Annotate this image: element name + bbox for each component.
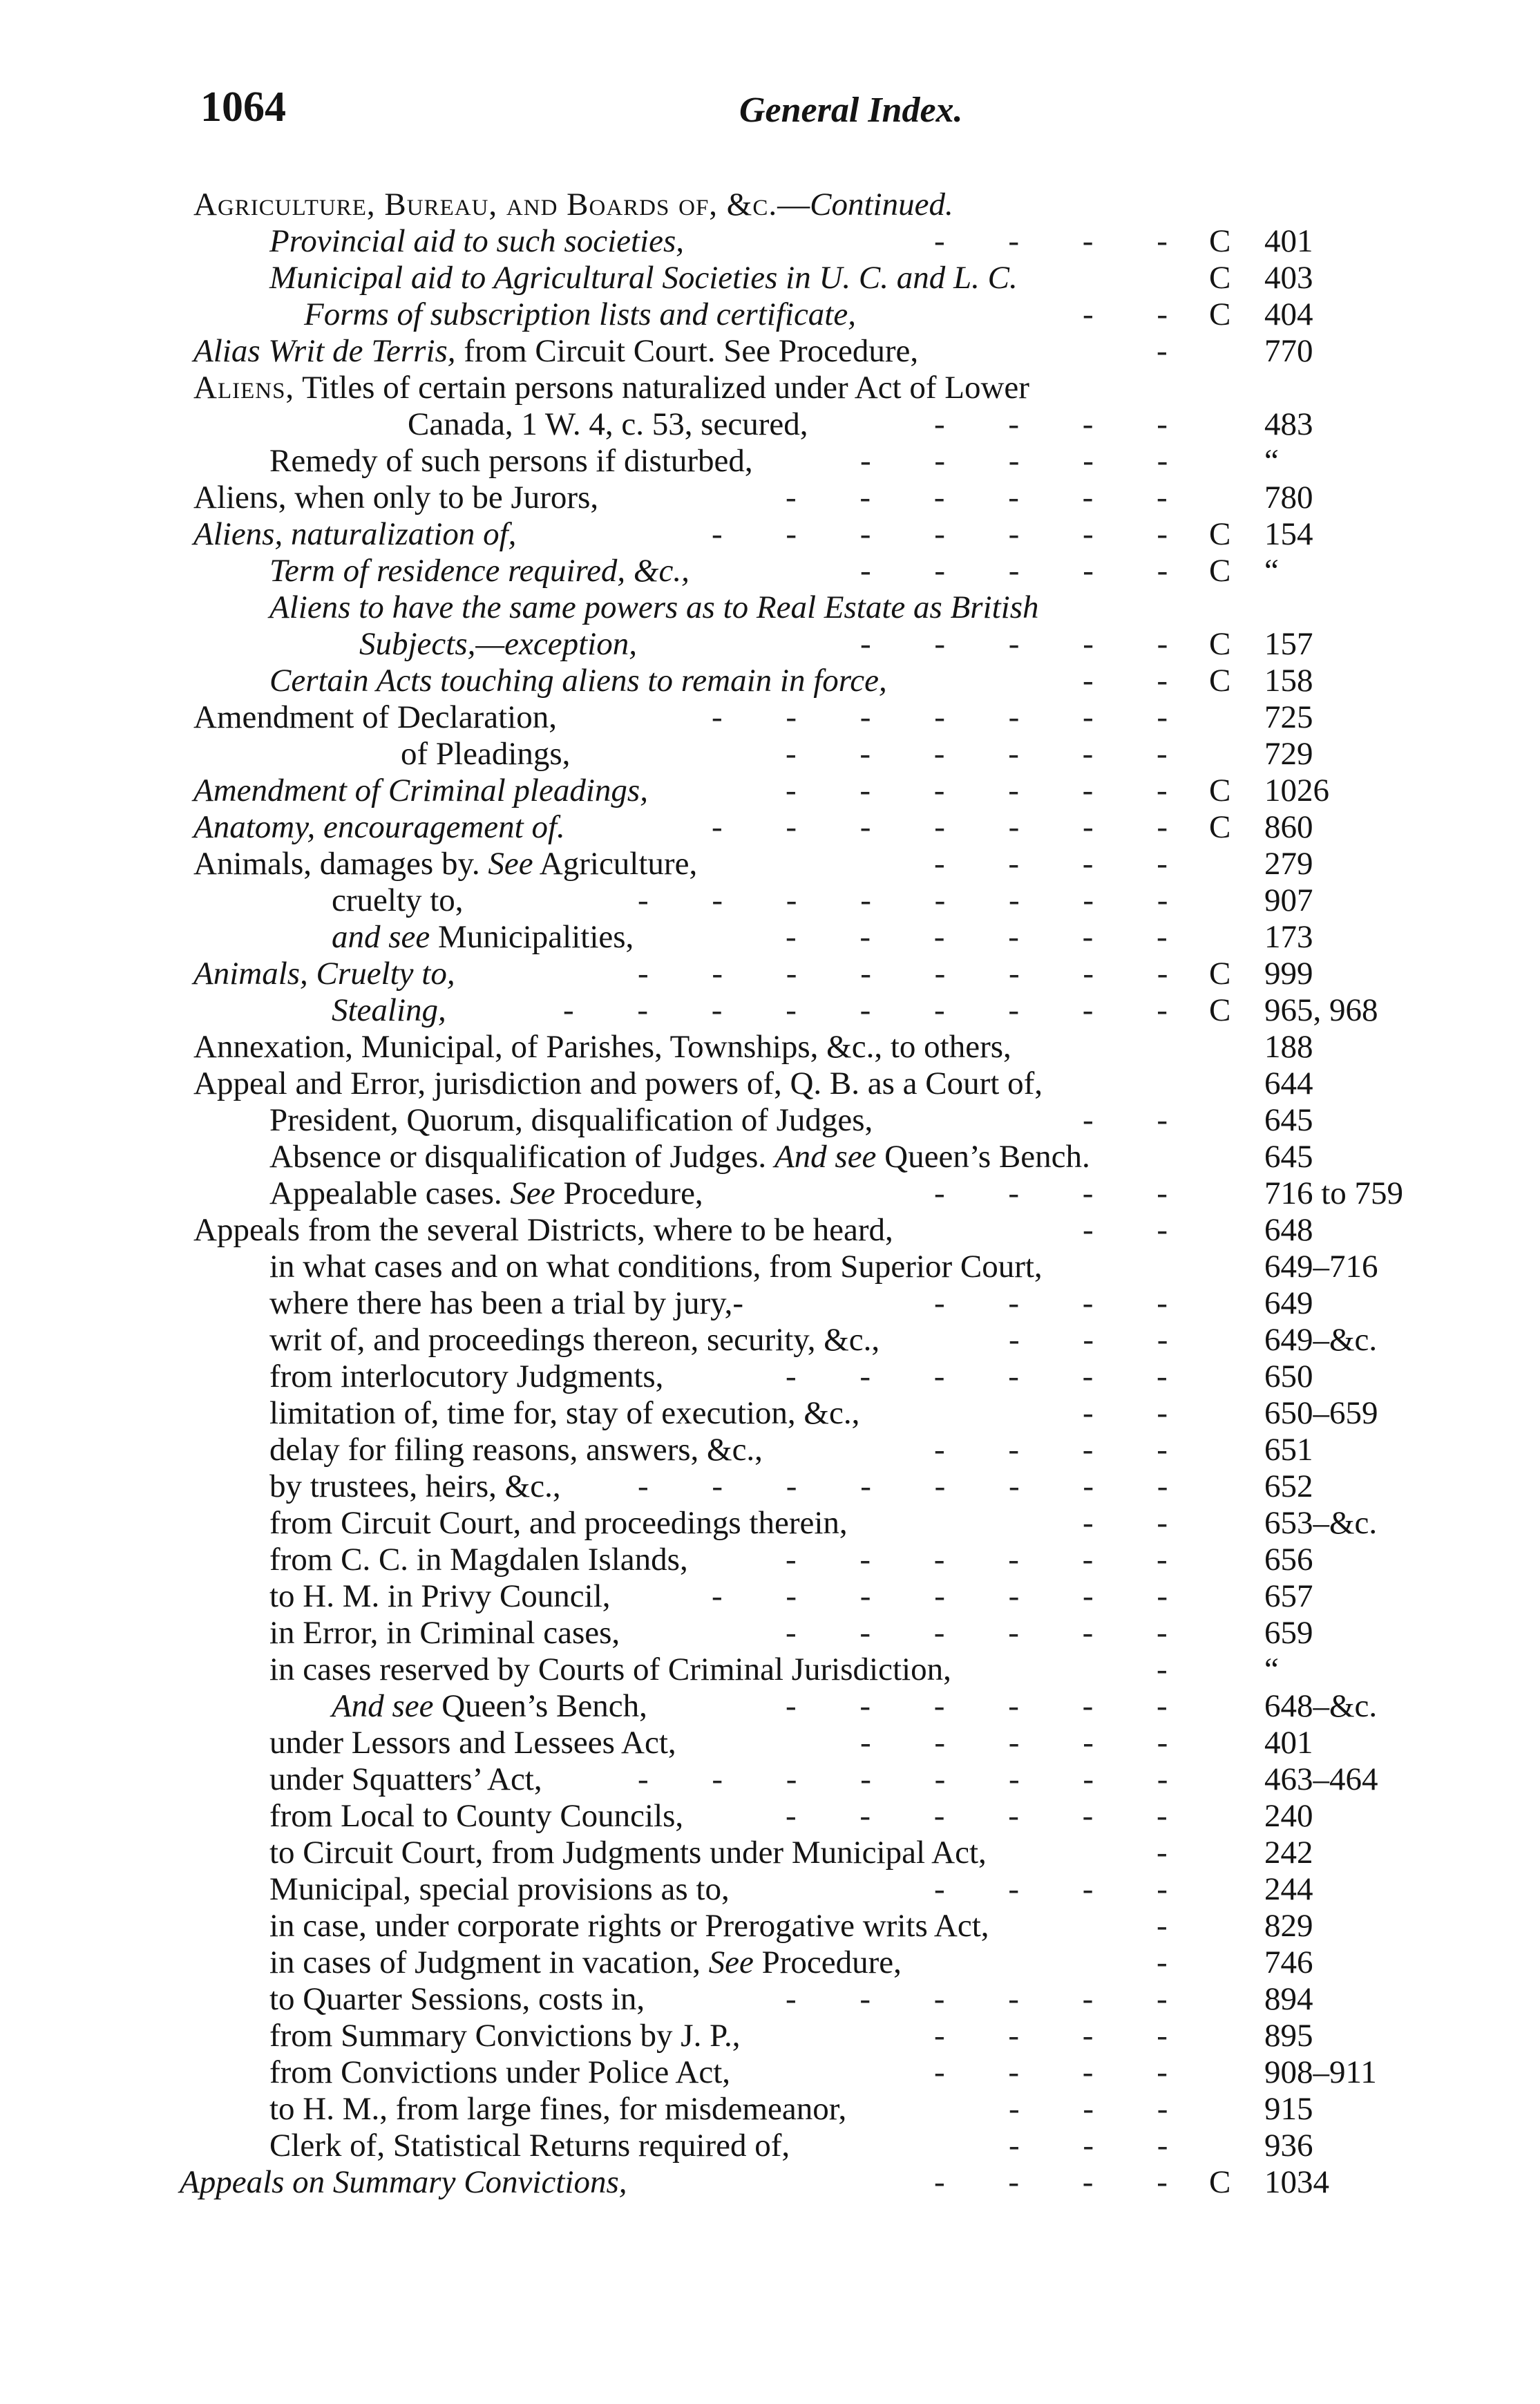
entry-text: Appeal and Error, jurisdiction and powers of, Q. B. as a Court of, (193, 1066, 1043, 1101)
leader-dashes: - - - - - - (786, 736, 1195, 772)
entry-italic: Alias Writ de Terris, (193, 333, 456, 369)
index-entry (0, 1651, 1540, 1688)
page-reference: 244 (1264, 1871, 1313, 1907)
entry-text: by trustees, heirs, &c., (269, 1468, 561, 1504)
entry-text: Alias Writ de Terris, from Circuit Court. See Procedure, (193, 333, 919, 369)
consolidated-statutes-flag: C (1209, 223, 1231, 259)
entry-text (269, 260, 1018, 296)
page-reference: 729 (1264, 736, 1313, 772)
entry-text: in Error, in Criminal cases, (269, 1615, 620, 1651)
entry-text: from Convictions under Police Act, (269, 2054, 731, 2090)
entry-text: cruelty to, (332, 882, 464, 918)
entry-text: in case, under corporate rights or Prerogative writs Act, (269, 1908, 989, 1944)
page-reference: 403 (1264, 260, 1313, 296)
leader-dashes: - - - - - - - - (638, 1468, 1196, 1504)
entry-text: delay for filing reasons, answers, &c., (269, 1432, 763, 1468)
index-entry (0, 1725, 1540, 1761)
page-reference: 895 (1264, 2018, 1313, 2054)
page-reference: 1026 (1264, 773, 1329, 808)
index-entry (0, 1835, 1540, 1871)
page-reference: 907 (1264, 882, 1313, 918)
page-reference: 154 (1264, 516, 1313, 552)
entry-italic: Appeals on Summary Convictions, (180, 2164, 627, 2200)
leader-dashes: - - - - (934, 2018, 1195, 2054)
leader-dashes: - - - (1009, 1322, 1196, 1358)
page-reference: 908–911 (1264, 2054, 1377, 2090)
page-reference: 652 (1264, 1468, 1313, 1504)
consolidated-statutes-flag: C (1209, 2164, 1231, 2200)
page-number: 1064 (200, 84, 286, 131)
index-entry (0, 1871, 1540, 1908)
index-entry (0, 809, 1540, 846)
page-reference: 649 (1264, 1285, 1313, 1321)
index-entry (0, 1212, 1540, 1249)
entry-text: from Circuit Court, and proceedings therein, (269, 1505, 848, 1541)
page-reference: 404 (1264, 296, 1313, 332)
entry-italic: Aliens, naturalization of, (193, 516, 517, 552)
index-entry (0, 1505, 1540, 1542)
leader-dashes: - (1157, 1835, 1195, 1871)
page-reference: 645 (1264, 1139, 1313, 1175)
entry-text: to Quarter Sessions, costs in, (269, 1981, 645, 2017)
leader-dashes: - - - - - - - (712, 699, 1196, 735)
index-entry (0, 187, 1540, 223)
leader-dashes: - - (1083, 1395, 1196, 1431)
page-reference: 242 (1264, 1835, 1313, 1871)
index-entry (0, 1102, 1540, 1139)
index-entry (0, 223, 1540, 260)
leader-dashes: - - - (1009, 2091, 1196, 2127)
entry-text (180, 2164, 627, 2201)
index-entry (0, 1468, 1540, 1505)
entry-text: to Circuit Court, from Judgments under Municipal Act, (269, 1835, 987, 1871)
entry-text: Appeals from the several Districts, where to be heard, (193, 1212, 893, 1248)
leader-dashes: - - - - - (860, 443, 1196, 479)
index-entry (0, 699, 1540, 736)
leader-dashes: - - - - (934, 1285, 1195, 1321)
consolidated-statutes-flag: C (1209, 626, 1231, 662)
leader-dashes: - - (1083, 1212, 1196, 1248)
index-entry (0, 1944, 1540, 1981)
page-reference: 716 to 759 (1264, 1175, 1404, 1211)
leader-dashes: - - - - (934, 1871, 1195, 1907)
index-entry (0, 2164, 1540, 2201)
page-reference: 770 (1264, 333, 1313, 369)
entry-italic: See (708, 1944, 754, 1980)
leader-dashes: - - - - - (860, 1725, 1196, 1761)
entry-text: Clerk of, Statistical Returns required of, (269, 2128, 790, 2164)
leader-dashes: - - - - (934, 1175, 1195, 1211)
entry-text: under Squatters’ Act, (269, 1761, 542, 1797)
leader-dashes: - - - - - - (786, 919, 1195, 955)
index-entry (0, 553, 1540, 589)
page-reference: 240 (1264, 1798, 1313, 1834)
index-entry (0, 1359, 1540, 1395)
leader-dashes: - - - - (934, 2054, 1195, 2090)
page-reference: 656 (1264, 1542, 1313, 1578)
entry-text (193, 956, 455, 992)
index-entry (0, 846, 1540, 882)
page-reference: 483 (1264, 406, 1313, 442)
entry-text: from Local to County Councils, (269, 1798, 684, 1834)
leader-dashes: - - - - - - (786, 1615, 1195, 1651)
leader-dashes: - - - - - - - - (638, 1761, 1196, 1797)
page-reference: 650 (1264, 1359, 1313, 1394)
entry-text (193, 809, 565, 846)
page-reference: 173 (1264, 919, 1313, 955)
page-reference: 659 (1264, 1615, 1313, 1651)
entry-text: Absence or disqualification of Judges. And see Queen’s Bench. (269, 1139, 1090, 1175)
page-reference: 780 (1264, 480, 1313, 515)
entry-italic: Provincial aid to such societies, (269, 223, 685, 259)
page-reference: 649–716 (1264, 1249, 1378, 1285)
entry-text (359, 626, 637, 663)
entry-text: Animals, damages by. See Agriculture, (193, 846, 698, 882)
consolidated-statutes-flag: C (1209, 663, 1231, 699)
index-entry (0, 1285, 1540, 1322)
page-reference: “ (1264, 553, 1279, 589)
index-entry (0, 260, 1540, 296)
entry-text: And see Queen’s Bench, (332, 1688, 647, 1724)
index-entry (0, 480, 1540, 516)
leader-dashes: - - - - - (860, 553, 1196, 589)
consolidated-statutes-flag: C (1209, 553, 1231, 589)
page-reference: 649–&c. (1264, 1322, 1378, 1358)
leader-dashes: - - - - - - (786, 1542, 1195, 1578)
leader-dashes: - (1157, 1651, 1195, 1687)
consolidated-statutes-flag: C (1209, 773, 1231, 808)
index-entry (0, 773, 1540, 809)
leader-dashes: - (1157, 1944, 1195, 1980)
entry-text: from C. C. in Magdalen Islands, (269, 1542, 688, 1578)
leader-dashes: - - - - - - (786, 1359, 1195, 1394)
entry-text: President, Quorum, disqualification of Judges, (269, 1102, 873, 1138)
entry-text (332, 992, 446, 1029)
entry-text: Agriculture, Bureau, and Boards of, &c.—Continued. (193, 187, 953, 223)
index-entry (0, 589, 1540, 626)
leader-dashes: - - - - - - (786, 1688, 1195, 1724)
index-entries (0, 187, 1540, 2201)
entry-italic: See (510, 1175, 555, 1211)
page-reference: 999 (1264, 956, 1313, 992)
index-entry (0, 1322, 1540, 1359)
entry-text: of Pleadings, (401, 736, 571, 772)
leader-dashes: - - - - - - (786, 480, 1195, 515)
index-entry (0, 1175, 1540, 1212)
leader-dashes: - - - (1009, 2128, 1196, 2164)
entry-text: to H. M., from large fines, for misdemeanor, (269, 2091, 847, 2127)
leader-dashes: - (1157, 1908, 1195, 1944)
leader-dashes: - - - - - - - - (638, 882, 1196, 918)
entry-italic: Amendment of Criminal pleadings, (193, 773, 648, 808)
index-entry (0, 919, 1540, 956)
index-entry (0, 516, 1540, 553)
index-entry (0, 1981, 1540, 2018)
entry-italic: Municipal aid to Agricultural Societies in U. C. and L. C. (269, 260, 1018, 296)
entry-text: Canada, 1 W. 4, c. 53, secured, (408, 406, 808, 442)
page-reference: 650–659 (1264, 1395, 1378, 1431)
index-entry (0, 2128, 1540, 2164)
entry-italic: and see (332, 919, 430, 955)
page-reference: 158 (1264, 663, 1313, 699)
entry-text (193, 516, 516, 553)
entry-text: Amendment of Declaration, (193, 699, 557, 735)
page-reference: 401 (1264, 223, 1313, 259)
consolidated-statutes-flag: C (1209, 956, 1231, 992)
consolidated-statutes-flag: C (1209, 260, 1231, 296)
leader-dashes: - - - - - - - (712, 516, 1196, 552)
leader-dashes: - - - - - - - - - (563, 992, 1195, 1028)
entry-text: limitation of, time for, stay of execution, &c., (269, 1395, 860, 1431)
index-entry (0, 1578, 1540, 1615)
page-header (0, 83, 1540, 138)
page-reference: 657 (1264, 1578, 1313, 1614)
entry-italic: See (488, 846, 533, 882)
index-entry (0, 1249, 1540, 1285)
index-entry (0, 992, 1540, 1029)
entry-italic: Subjects,—exception, (359, 626, 637, 662)
page-reference: 653–&c. (1264, 1505, 1378, 1541)
leader-dashes: - - - - (934, 1432, 1195, 1468)
index-entry (0, 370, 1540, 406)
consolidated-statutes-flag: C (1209, 296, 1231, 332)
index-entry (0, 1542, 1540, 1578)
page-reference: 279 (1264, 846, 1313, 882)
index-entry (0, 1908, 1540, 1944)
leader-dashes: - - - - (934, 2164, 1195, 2200)
page-reference: 894 (1264, 1981, 1313, 2017)
index-entry (0, 2018, 1540, 2054)
index-entry (0, 406, 1540, 443)
entry-text: in cases of Judgment in vacation, See Procedure, (269, 1944, 902, 1980)
entry-text (269, 223, 684, 260)
index-entry (0, 1615, 1540, 1651)
entry-italic: Stealing, (332, 992, 446, 1028)
page-reference: 188 (1264, 1029, 1313, 1065)
page-reference: 463–464 (1264, 1761, 1378, 1797)
entry-text: Aliens, Titles of certain persons naturalized under Act of Lower (193, 370, 1029, 406)
entry-text: to H. M. in Privy Council, (269, 1578, 611, 1614)
index-entry (0, 443, 1540, 480)
page-reference: “ (1264, 443, 1279, 479)
leader-dashes: - - (1083, 296, 1196, 332)
page-reference: 648 (1264, 1212, 1313, 1248)
entry-italic: Aliens to have the same powers as to Real Estate as British (269, 589, 1039, 625)
entry-text: where there has been a trial by jury,- (269, 1285, 743, 1321)
page-reference: 829 (1264, 1908, 1313, 1944)
entry-text: Remedy of such persons if disturbed, (269, 443, 753, 479)
entry-text: Annexation, Municipal, of Parishes, Townships, &c., to others, (193, 1029, 1011, 1065)
entry-heading: Agriculture, Bureau, and Boards of, &c. (193, 187, 778, 223)
page-reference: 648–&c. (1264, 1688, 1378, 1724)
entry-heading: Aliens, (193, 370, 295, 406)
entry-italic: And see (774, 1139, 877, 1175)
entry-text (269, 589, 1039, 626)
page-reference: 651 (1264, 1432, 1313, 1468)
index-entry (0, 1029, 1540, 1066)
entry-text: writ of, and proceedings thereon, security, &c., (269, 1322, 880, 1358)
leader-dashes: - - - - - - - (712, 809, 1196, 845)
entry-italic: And see (332, 1688, 434, 1724)
entry-text: Aliens, when only to be Jurors, (193, 480, 599, 515)
page-reference: 965, 968 (1264, 992, 1378, 1028)
page-reference: “ (1264, 1651, 1279, 1687)
entry-text: and see Municipalities, (332, 919, 634, 955)
index-entry (0, 333, 1540, 370)
leader-dashes: - - (1083, 1102, 1196, 1138)
page-reference: 725 (1264, 699, 1313, 735)
leader-dashes: - - - - - - - - (638, 956, 1196, 992)
entry-text: under Lessors and Lessees Act, (269, 1725, 676, 1761)
index-entry (0, 296, 1540, 333)
entry-text (269, 553, 690, 589)
page-reference: 1034 (1264, 2164, 1329, 2200)
entry-text (269, 663, 887, 699)
entry-text: Appealable cases. See Procedure, (269, 1175, 703, 1211)
index-entry (0, 1066, 1540, 1102)
entry-italic: Continued. (810, 187, 953, 223)
leader-dashes: - - (1083, 1505, 1196, 1541)
leader-dashes: - - - - - (860, 626, 1196, 662)
page-reference: 644 (1264, 1066, 1313, 1101)
leader-dashes: - - - - - - (786, 1981, 1195, 2017)
entry-text: in cases reserved by Courts of Criminal Jurisdiction, (269, 1651, 951, 1687)
index-entry (0, 956, 1540, 992)
leader-dashes: - - - - - - (786, 773, 1195, 808)
entry-text: from interlocutory Judgments, (269, 1359, 664, 1394)
leader-dashes: - - (1083, 663, 1196, 699)
leader-dashes: - - - - (934, 846, 1195, 882)
consolidated-statutes-flag: C (1209, 809, 1231, 845)
entry-italic: Term of residence required, &c., (269, 553, 690, 589)
leader-dashes: - - - - - - (786, 1798, 1195, 1834)
consolidated-statutes-flag: C (1209, 516, 1231, 552)
page-reference: 746 (1264, 1944, 1313, 1980)
index-entry (0, 1432, 1540, 1468)
leader-dashes: - - - - (934, 223, 1195, 259)
page-reference: 645 (1264, 1102, 1313, 1138)
entry-text (304, 296, 856, 333)
index-entry (0, 2091, 1540, 2128)
entry-italic: Forms of subscription lists and certificate, (304, 296, 856, 332)
index-entry (0, 736, 1540, 773)
entry-text: Municipal, special provisions as to, (269, 1871, 730, 1907)
index-entry (0, 882, 1540, 919)
index-entry (0, 1139, 1540, 1175)
index-entry (0, 663, 1540, 699)
page-reference: 860 (1264, 809, 1313, 845)
index-entry (0, 1395, 1540, 1432)
entry-text (193, 773, 648, 809)
leader-dashes: - - - - (934, 406, 1195, 442)
entry-italic: Animals, Cruelty to, (193, 956, 455, 992)
running-head: General Index. (739, 91, 963, 130)
page-reference: 157 (1264, 626, 1313, 662)
index-entry (0, 626, 1540, 663)
page-reference: 936 (1264, 2128, 1313, 2164)
leader-dashes: - - - - - - - (712, 1578, 1196, 1614)
entry-text: from Summary Convictions by J. P., (269, 2018, 741, 2054)
index-entry (0, 1688, 1540, 1725)
index-entry (0, 2054, 1540, 2091)
entry-italic: Certain Acts touching aliens to remain in force, (269, 663, 887, 699)
page-reference: 401 (1264, 1725, 1313, 1761)
leader-dashes: - (1157, 333, 1195, 369)
consolidated-statutes-flag: C (1209, 992, 1231, 1028)
index-entry (0, 1761, 1540, 1798)
entry-italic: Anatomy, encouragement of. (193, 809, 565, 845)
index-entry (0, 1798, 1540, 1835)
entry-text: in what cases and on what conditions, from Superior Court, (269, 1249, 1043, 1285)
page-reference: 915 (1264, 2091, 1313, 2127)
